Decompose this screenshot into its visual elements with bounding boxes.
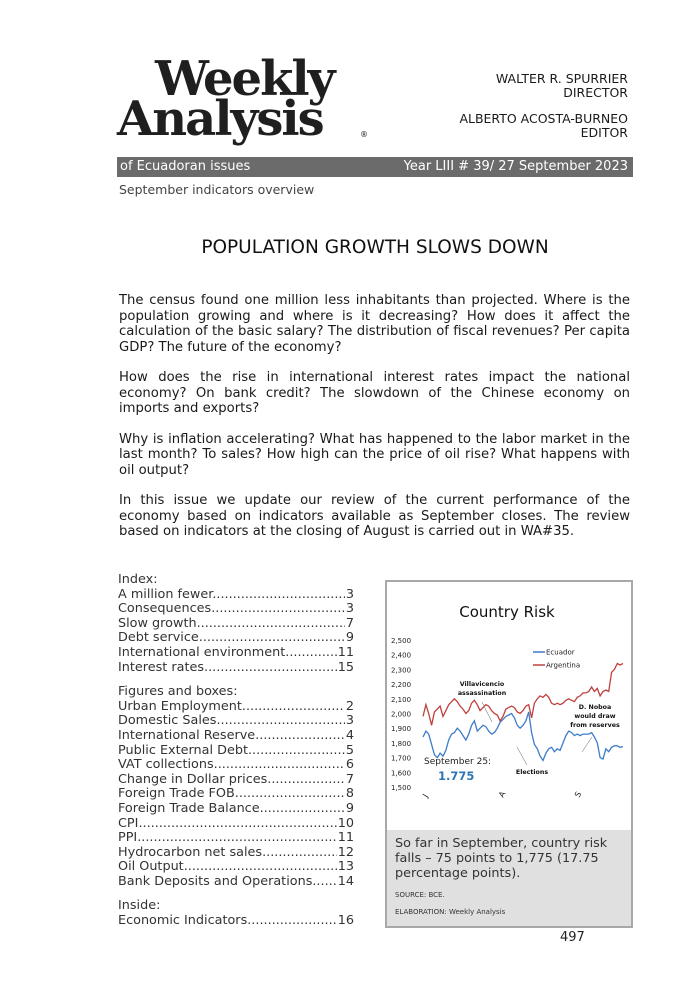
chart-caption xyxy=(387,830,631,926)
toc-dots xyxy=(260,802,345,817)
toc-label: Bank Deposits and Operations xyxy=(118,874,313,889)
y-tick-label: 2,500 xyxy=(391,637,412,645)
toc-entry xyxy=(118,617,354,632)
toc-dots xyxy=(247,914,336,929)
toc-label: VAT collections xyxy=(118,758,214,773)
toc-entry xyxy=(118,831,354,846)
toc-label: Public External Debt xyxy=(118,743,248,758)
toc-label: Hydrocarbon net sales xyxy=(118,845,263,860)
toc-label: Slow growth. xyxy=(118,616,201,631)
toc-entry xyxy=(118,729,354,744)
country-risk-box xyxy=(385,580,633,928)
toc-page: 15 xyxy=(337,660,354,675)
toc-dots xyxy=(215,602,345,617)
staff-block xyxy=(459,72,628,140)
toc-label: Consequences. xyxy=(118,602,216,617)
toc-entry xyxy=(118,602,354,617)
issue-band xyxy=(117,157,633,177)
toc-label: International environment. xyxy=(118,645,290,660)
toc-page: 8 xyxy=(345,787,354,802)
toc-page: 11 xyxy=(337,645,354,660)
toc-label: International Reserve xyxy=(118,728,256,743)
toc-dots xyxy=(216,588,344,603)
chart-annotation: D. Noboa xyxy=(578,704,612,711)
toc-label: Foreign Trade Balance xyxy=(118,801,260,816)
toc-entry xyxy=(118,758,354,773)
y-tick-label: 1,500 xyxy=(391,784,412,792)
editor-name: ALBERTO ACOSTA-BURNEO xyxy=(459,111,628,126)
toc-dots xyxy=(214,758,345,773)
figures-title: Figures and boxes: xyxy=(118,684,238,700)
section-subtitle: September indicators overview xyxy=(119,182,315,197)
toc-dots xyxy=(137,831,336,846)
annotation-leader xyxy=(582,737,592,752)
toc-page: 5 xyxy=(345,743,354,758)
inside-title: Inside: xyxy=(118,898,161,914)
paragraph: How does the rise in international interest rates impact the national economy? On bank credit? The slowdown of the Chinese economy on imports and exports? xyxy=(119,370,630,416)
toc-label: Foreign Trade FOB xyxy=(118,787,235,802)
caption-text: So far in September, country risk falls – 75 points to 1,775 (17.75 percentage points). xyxy=(395,836,608,881)
toc-entry xyxy=(118,588,354,603)
toc-page: 3 xyxy=(345,714,354,729)
index-title: Index: xyxy=(118,572,158,587)
toc-entry xyxy=(118,875,354,890)
toc-page: 11 xyxy=(337,831,354,846)
toc-label: Economic Indicators xyxy=(118,914,248,929)
table-of-contents xyxy=(118,573,354,929)
chart-annotation: would draw xyxy=(574,713,616,720)
paragraph: The census found one million less inhabitants than projected. Where is the population growing and where is it decreasing? How does it affect the calculation of the basic salary? The distribution of fiscal revenues? Per capita GDP? The future of the economy? xyxy=(119,293,630,355)
toc-entry xyxy=(118,700,354,715)
toc-dots xyxy=(203,631,345,646)
toc-page: 14 xyxy=(337,874,354,889)
toc-page: 3 xyxy=(345,587,354,602)
toc-entry xyxy=(118,773,354,788)
chart-annotation: Villavicencio xyxy=(459,681,505,688)
chart-title: Country Risk xyxy=(459,603,555,621)
toc-label: PPI xyxy=(118,831,138,846)
logo-line-2: Analysis xyxy=(117,91,323,147)
toc-entry xyxy=(118,860,354,875)
toc-entry xyxy=(118,817,354,832)
toc-page: 13 xyxy=(337,860,354,875)
chart-annotation: assassination xyxy=(457,690,507,697)
toc-dots xyxy=(201,617,345,632)
band-subtitle: of Ecuadoran issues xyxy=(120,159,251,174)
toc-label: Oil Output xyxy=(118,860,184,875)
paragraph: Why is inflation accelerating? What has happened to the labor market in the last month? To sales? How high can the price of oil rise? What happens with oil output? xyxy=(119,431,630,478)
y-tick-label: 2,200 xyxy=(391,681,412,690)
toc-dots xyxy=(312,875,336,890)
y-tick-label: 2,300 xyxy=(391,666,412,675)
annotation-leader xyxy=(517,747,527,765)
weekly-analysis-logo xyxy=(117,51,372,147)
toc-dots xyxy=(138,817,336,832)
toc-entry xyxy=(118,744,354,759)
toc-dots xyxy=(242,700,345,715)
toc-label: Change in Dollar prices xyxy=(118,772,268,787)
legend-label: Ecuador xyxy=(546,648,575,657)
toc-dots xyxy=(262,846,337,861)
y-tick-label: 1,600 xyxy=(391,769,412,778)
toc-entry xyxy=(118,787,354,802)
editor-title: EDITOR xyxy=(580,125,628,140)
toc-page: 7 xyxy=(345,616,354,631)
paragraph: In this issue we update our review of the current performance of the economy based on indicators available as September closes. The review based on indicators at the closing of August is carried out in WA#35. xyxy=(119,493,630,539)
toc-page: 7 xyxy=(345,772,354,787)
y-tick-label: 1,700 xyxy=(391,754,412,763)
toc-entry xyxy=(118,846,354,861)
toc-label: Debt service. xyxy=(118,631,203,646)
elaboration-note: ELABORATION: Weekly Analysis xyxy=(395,908,506,916)
toc-page: 12 xyxy=(337,845,354,860)
toc-page: 9 xyxy=(345,631,354,646)
chart-annotation: Elections xyxy=(515,769,549,776)
toc-label: Domestic Sales xyxy=(118,714,217,729)
toc-dots xyxy=(216,714,344,729)
registered-mark: ® xyxy=(360,130,368,139)
toc-dots xyxy=(248,744,345,759)
source-note: SOURCE: BCE. xyxy=(395,891,445,899)
toc-dots xyxy=(255,729,345,744)
page-number: 497 xyxy=(560,930,585,945)
toc-entry xyxy=(118,646,354,661)
y-tick-label: 2,100 xyxy=(391,695,412,704)
legend-label: Argentina xyxy=(546,661,581,670)
toc-page: 2 xyxy=(345,699,354,714)
callout-label: September 25: xyxy=(424,757,492,767)
toc-page: 3 xyxy=(345,602,354,617)
director-title: DIRECTOR xyxy=(563,85,628,100)
toc-page: 9 xyxy=(345,801,354,816)
y-tick-label: 2,000 xyxy=(391,710,412,719)
chart-annotation: from reserves xyxy=(570,722,620,729)
toc-entry xyxy=(118,661,354,676)
page-title: POPULATION GROWTH SLOWS DOWN xyxy=(201,237,549,258)
toc-dots xyxy=(184,860,337,875)
callout-value: 1.775 xyxy=(438,769,475,783)
toc-entry xyxy=(118,714,354,729)
toc-entry xyxy=(118,631,354,646)
toc-label: Urban Employment xyxy=(118,699,242,714)
toc-label: Interest rates. xyxy=(118,660,209,675)
toc-page: 16 xyxy=(337,914,354,929)
issue-info: Year LIII # 39/ 27 September 2023 xyxy=(403,159,628,174)
toc-dots xyxy=(289,646,336,661)
toc-page: 4 xyxy=(345,728,354,743)
y-tick-label: 2,400 xyxy=(391,651,412,660)
toc-dots xyxy=(208,661,337,676)
toc-label: A million fewer. xyxy=(118,587,217,602)
toc-page: 10 xyxy=(337,816,354,831)
y-tick-label: 1,800 xyxy=(391,739,412,748)
intro-text xyxy=(119,293,630,555)
x-tick-label: J xyxy=(420,792,430,799)
director-name: WALTER R. SPURRIER xyxy=(495,71,628,86)
x-tick-label: A xyxy=(496,789,508,799)
logo-line-1: Weekly xyxy=(155,51,334,107)
toc-page: 6 xyxy=(345,758,354,773)
toc-entry xyxy=(118,802,354,817)
country-risk-chart xyxy=(387,582,631,830)
y-tick-label: 1,900 xyxy=(391,725,412,734)
toc-dots xyxy=(235,787,345,802)
toc-label: CPI xyxy=(118,816,139,831)
toc-dots xyxy=(267,773,345,788)
x-tick-label: S xyxy=(572,790,584,799)
toc-entry xyxy=(118,914,354,929)
